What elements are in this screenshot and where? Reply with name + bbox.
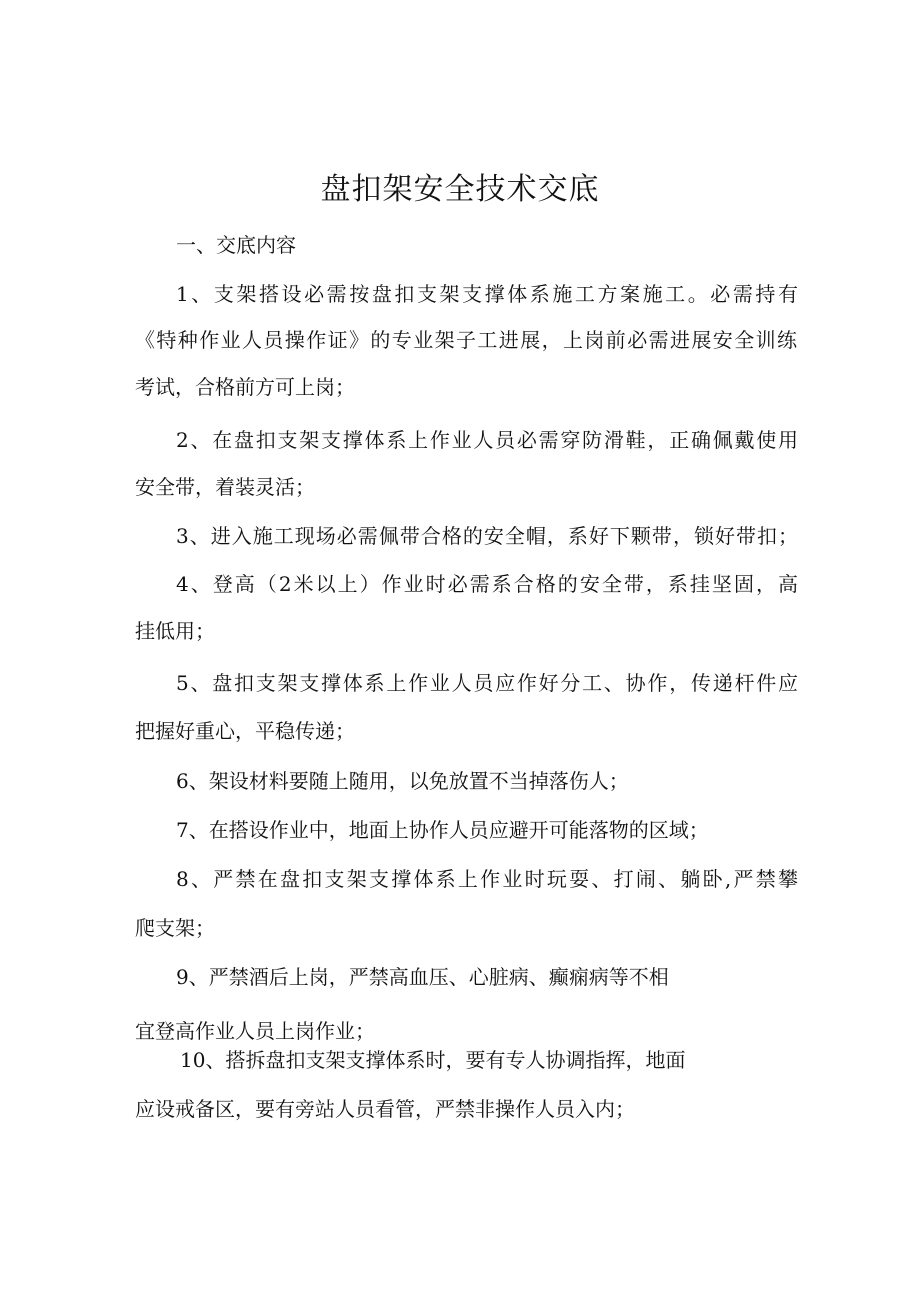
item-9-line-2: 宜登高作业人员上岗作业； <box>135 1019 375 1043</box>
item-5-line-1: 5、盘扣支架支撑体系上作业人员应作好分工、协作，传递杆件应 <box>176 671 798 695</box>
item-2-line-2: 安全带，着装灵活； <box>135 475 315 499</box>
item-1-line-2: 《特种作业人员操作证》的专业架子工进展，上岗前必需进展安全训练 <box>135 328 797 352</box>
item-4-line-2: 挂低用； <box>135 619 215 643</box>
item-10-line-2: 应设戒备区，要有旁站人员看管，严禁非操作人员入内； <box>135 1097 635 1121</box>
item-8-line-1: 8、严禁在盘扣支架支撑体系上作业时玩耍、打闹、躺卧,严禁攀 <box>176 867 798 891</box>
item-1-line-3: 考试，合格前方可上岗； <box>135 375 355 399</box>
item-1-line-1: 1、支架搭设必需按盘扣支架支撑体系施工方案施工。必需持有 <box>176 282 798 306</box>
item-9-line-1: 9、严禁酒后上岗，严禁高血压、心脏病、癫痫病等不相 <box>176 965 669 989</box>
item-4-line-1: 4、登高（2米以上）作业时必需系合格的安全带，系挂坚固，高 <box>176 572 798 596</box>
item-8-line-2: 爬支架； <box>135 916 215 940</box>
item-7-line-1: 7、在搭设作业中，地面上协作人员应避开可能落物的区域； <box>176 818 709 842</box>
item-5-line-2: 把握好重心，平稳传递； <box>135 719 355 743</box>
section-heading: 一、交底内容 <box>176 233 296 257</box>
item-6-line-1: 6、架设材料要随上随用，以免放置不当掉落伤人； <box>176 769 629 793</box>
item-10-line-1: 10、搭拆盘扣支架支撑体系时，要有专人协调指挥，地面 <box>180 1048 686 1072</box>
document-title: 盘扣架安全技术交底 <box>320 172 600 207</box>
item-3-line-1: 3、进入施工现场必需佩带合格的安全帽，系好下颗带，锁好带扣； <box>176 524 798 548</box>
item-2-line-1: 2、在盘扣支架支撑体系上作业人员必需穿防滑鞋，正确佩戴使用 <box>176 428 798 452</box>
